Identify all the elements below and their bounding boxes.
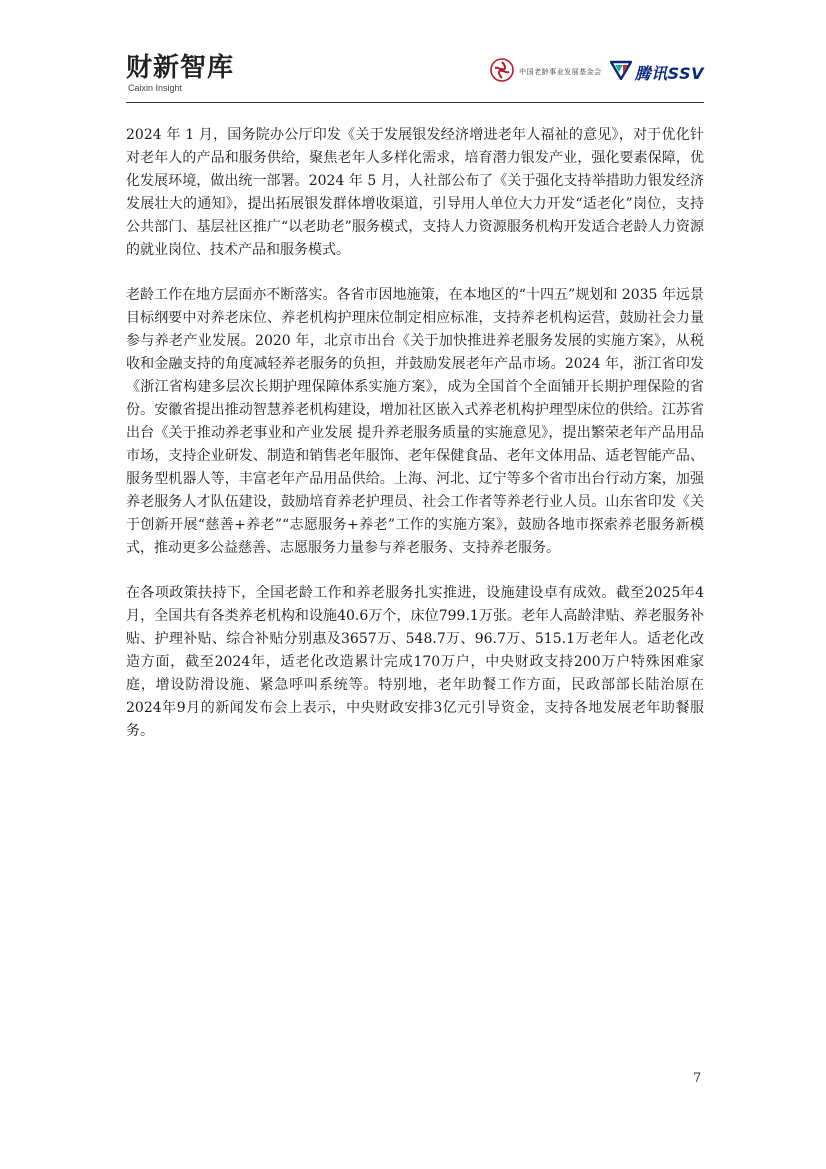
partner-logos bbox=[490, 58, 704, 86]
tencent-ssv-name: 腾讯SSV bbox=[634, 63, 704, 83]
paragraph-results: 在各项政策扶持下，全国老龄工作和养老服务扎实推进，设施建设卓有成效。截至2025年4月，全国共有各类养老机构和设施40.6万个，床位799.1万张。老年人高龄津贴、养老服务补贴、护理补贴、综合补贴分别惠及3657万、548.7万、96.7万、515.1万老年人。适老化改造方面，截至2024年，适老化改造累计完成170万户，中央财政支持200万户特殊困难家庭，增设防滑设施、紧急呼叫系统等。特别地，老年助餐工作方面，民政部部长陆治原在2024年9月的新闻发布会上表示，中央财政安排3亿元引导资金，支持各地发展老年助餐服务。 bbox=[126, 585, 704, 739]
foundation-logo-icon bbox=[490, 58, 514, 86]
page-header bbox=[126, 52, 704, 104]
caixin-insight-logo bbox=[126, 54, 234, 94]
foundation-name: 中国老龄事业发展基金会 bbox=[519, 68, 602, 76]
foundation-logo bbox=[490, 58, 602, 86]
paragraph-policy-national: 2024 年 1 月，国务院办公厅印发《关于发展银发经济增进老年人福祉的意见》，对于优化针对老年人的产品和服务供给，聚焦老年人多样化需求，培育潜力银发产业，强化要素保障，优化发展环境，做出统一部署。2024 年 5 月，人社部公布了《关于强化支持举措助力银发经济发展壮大的通知》，提出拓展银发群体增收渠道，引导用人单位大力开发“适老化”岗位，支持公共部门、基层社区推广“以老助老”服务模式，支持人力资源服务机构开发适合老龄人力资源的就业岗位、技术产品和服务模式。 bbox=[126, 127, 704, 258]
tencent-ssv-logo-icon bbox=[610, 60, 632, 84]
brand-title: 财新智库 bbox=[126, 53, 235, 83]
paragraph-policy-local: 老龄工作在地方层面亦不断落实。各省市因地施策，在本地区的“十四五”规划和 2035 年远景目标纲要中对养老床位、养老机构护理床位制定相应标准，支持养老机构运营，鼓励社会力量参与养老产业发展。2020 年，北京市出台《关于加快推进养老服务发展的实施方案》，从税收和金融支持的角度减轻养老服务的负担，并鼓励发展老年产品市场。2024 年，浙江省印发《浙江省构建多层次长期护理保障体系实施方案》，成为全国首个全面铺开长期护理保险的省份。安徽省提出推动智慧养老机构建设，增加社区嵌入式养老机构护理型床位的供给。江苏省出台《关于推动养老事业和产业发展 提升养老服务质量的实施意见》，提出繁荣老年产品用品市场，支持企业研发、制造和销售老年服饰、老年保健食品、老年文体用品、适老智能产品、服务型机器人等，丰富老年产品用品供给。上海、河北、辽宁等多个省市出台行动方案，加强养老服务人才队伍建设，鼓励培育养老护理员、社会工作者等养老行业人员。山东省印发《关于创新开展“慈善+养老”“志愿服务+养老”工作的实施方案》，鼓励各地市探索养老服务新模式，推动更多公益慈善、志愿服务力量参与养老服务、支持养老服务。 bbox=[126, 287, 704, 556]
page-number: 7 bbox=[693, 1071, 702, 1086]
page-body bbox=[126, 124, 704, 765]
header-divider bbox=[126, 102, 704, 103]
tencent-ssv-logo bbox=[610, 60, 704, 84]
brand-subtitle: Caixin Insight bbox=[128, 83, 183, 93]
